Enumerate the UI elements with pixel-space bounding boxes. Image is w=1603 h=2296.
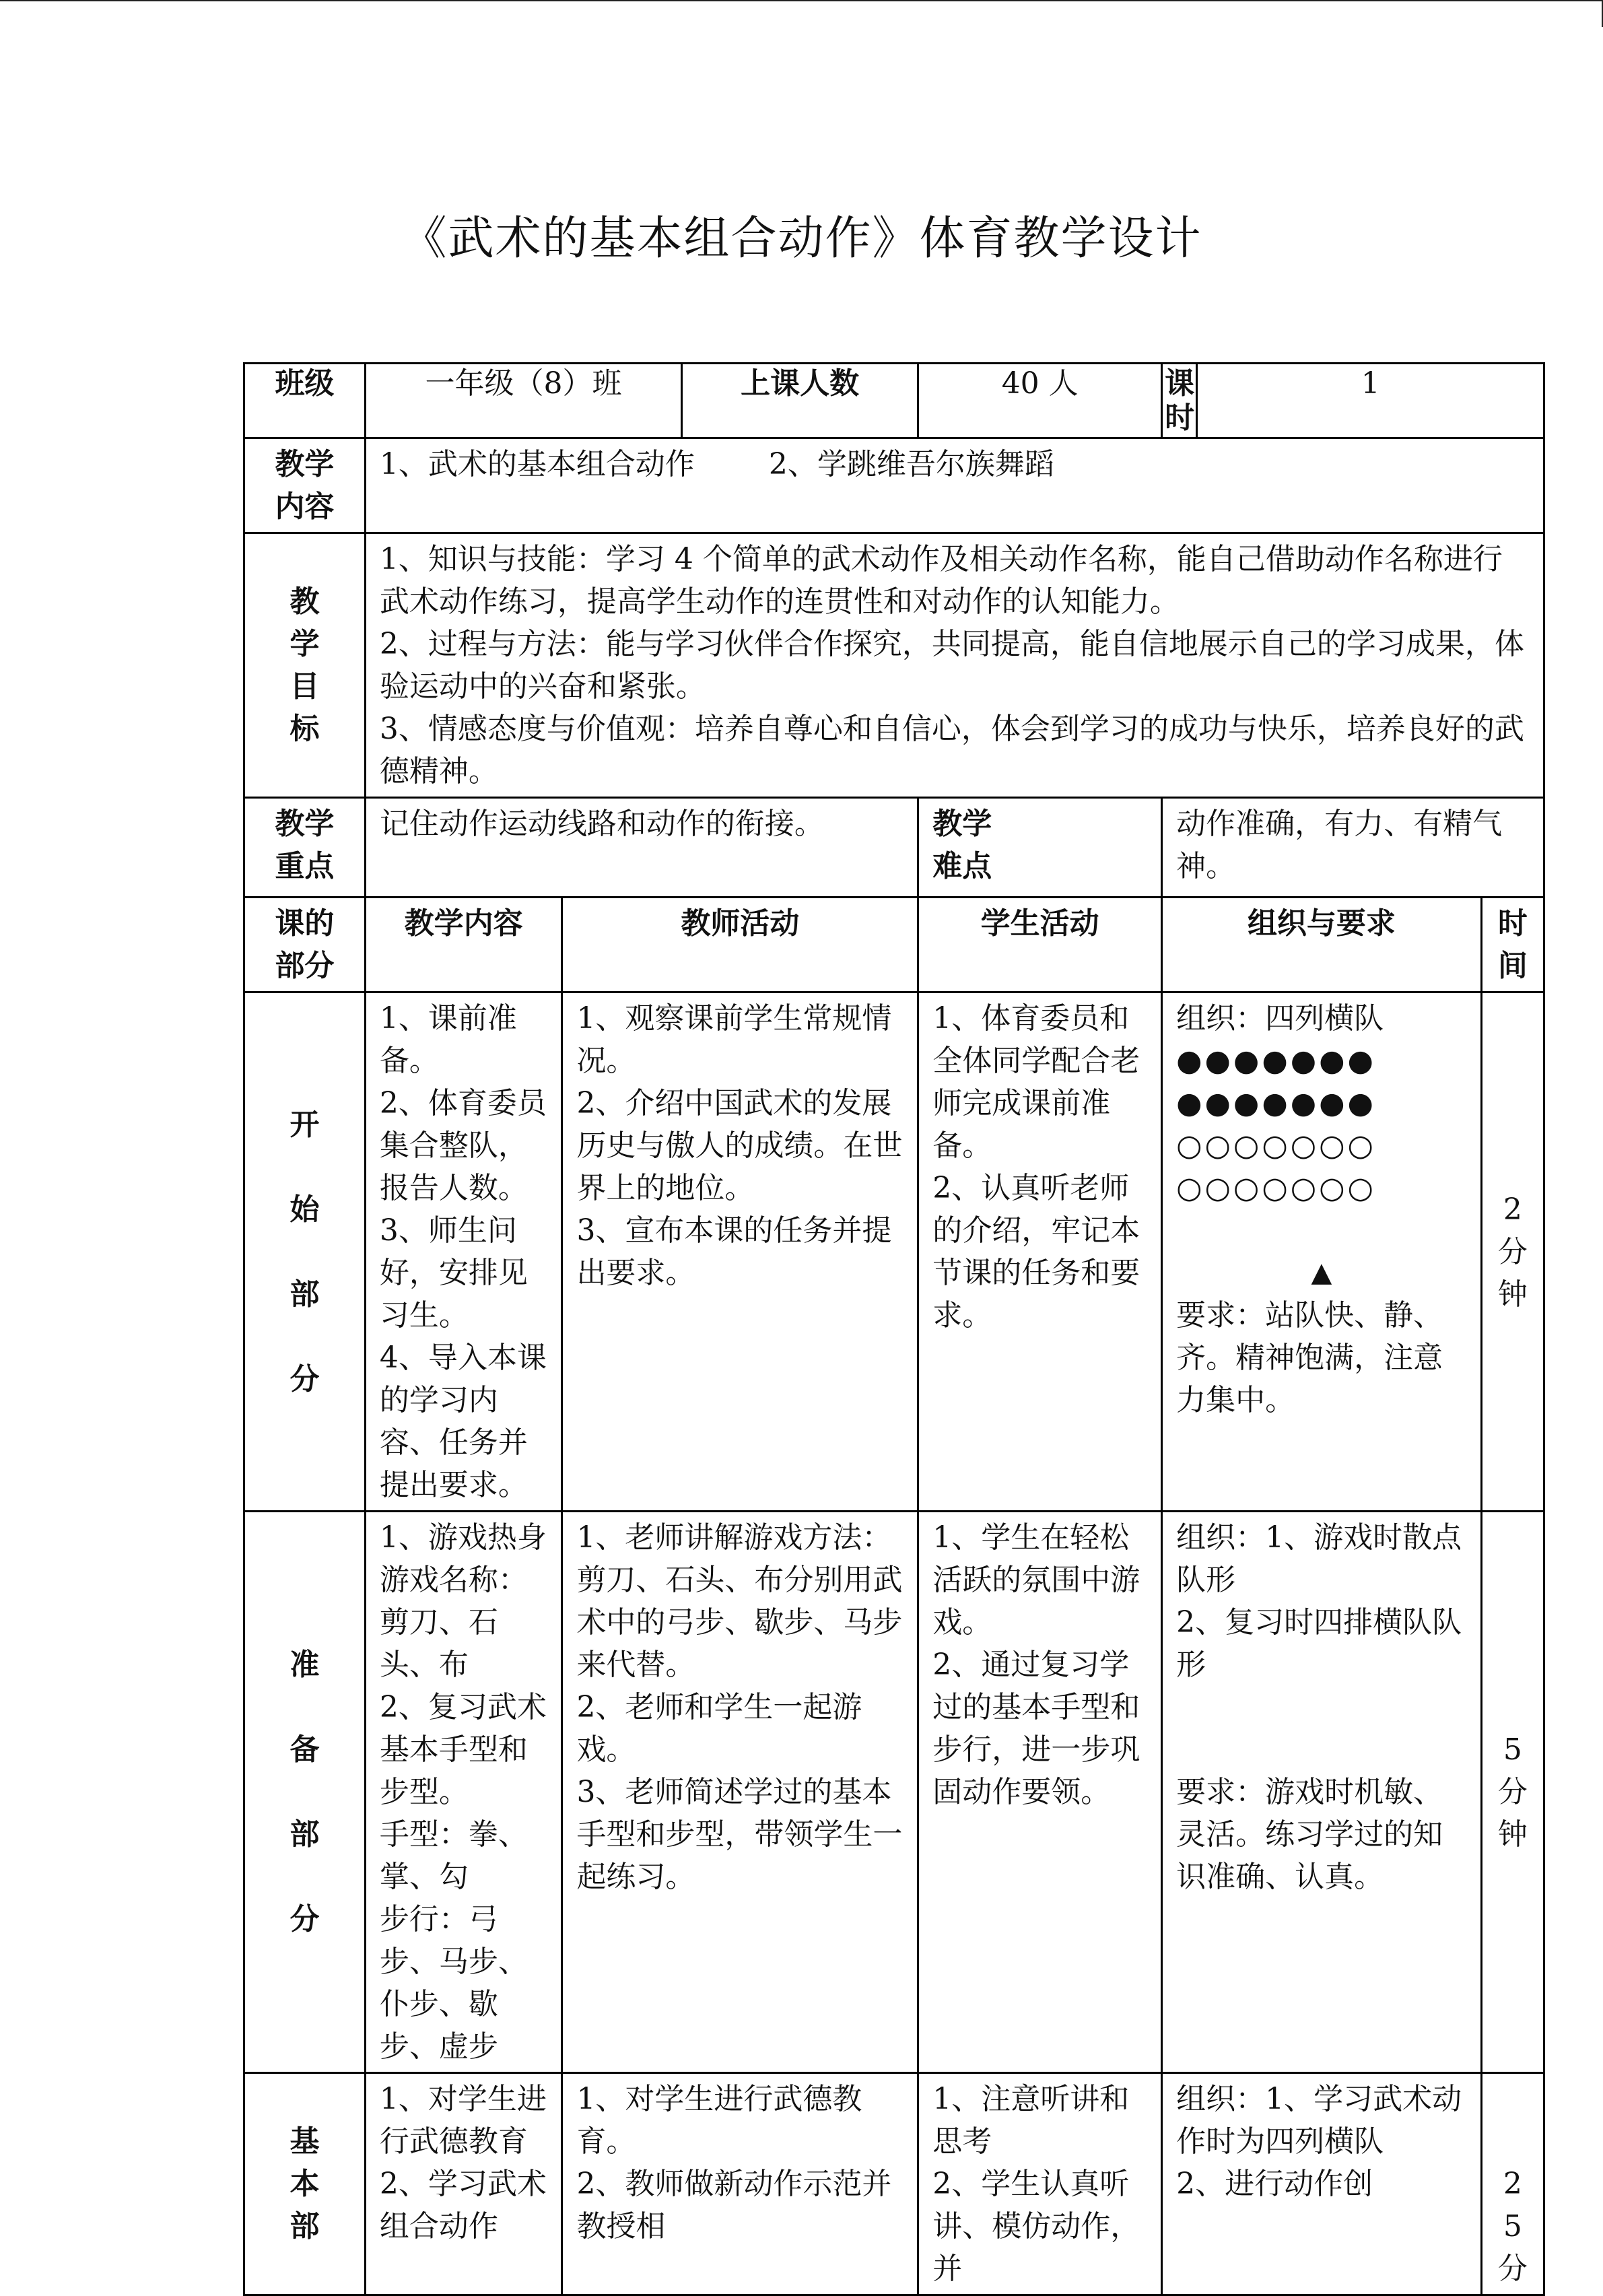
key-label: 教学 重点 <box>244 798 366 898</box>
content-label: 教学 内容 <box>244 438 366 533</box>
filled-dots-row: ●●●●●●● <box>1176 1086 1376 1120</box>
start-org <box>1162 992 1482 1512</box>
top-border <box>0 0 1603 1</box>
header-teacher: 教师活动 <box>562 898 918 992</box>
header-student: 学生活动 <box>918 898 1162 992</box>
header-time: 时 间 <box>1481 898 1544 992</box>
prep-time: 5 分 钟 <box>1481 1512 1544 2073</box>
goals-label: 教 学 目 标 <box>244 533 366 798</box>
header-part: 课的 部分 <box>244 898 366 992</box>
part-prep: 准 备 部 分 <box>244 1512 366 2073</box>
start-teacher: 1、观察课前学生常规情况。 2、介绍中国武术的发展历史与傲人的成绩。在世界上的地位。 3、宣布本课的任务并提出要求。 <box>562 992 918 1512</box>
start-org-bottom: 要求：站队快、静、齐。精神饱满，注意力集中。 <box>1176 1298 1443 1417</box>
basic-teacher: 1、对学生进行武德教育。 2、教师做新动作示范并教授相 <box>562 2073 918 2295</box>
class-label: 班级 <box>244 364 366 438</box>
content-item-1: 1、武术的基本组合动作 <box>379 447 695 481</box>
table-row-start <box>244 992 1544 1512</box>
prep-teacher: 1、老师讲解游戏方法：剪刀、石头、布分别用武术中的弓步、歇步、马步来代替。 2、老师和学生一起游戏。 3、老师简述学过的基本手型和步型，带领学生一起练习。 <box>562 1512 918 2073</box>
table-row-prep <box>244 1512 1544 2073</box>
filled-dots-row: ●●●●●●● <box>1176 1044 1376 1078</box>
difficulty-label: 教学 难点 <box>918 798 1162 898</box>
empty-dots-row: ○○○○○○○ <box>1176 1128 1376 1163</box>
prep-content: 1、游戏热身 游戏名称： 剪刀、石头、布 2、复习武术基本手型和步型。 手型：拳、掌、勾 步行：弓步、马步、仆步、歇步、虚步 <box>365 1512 562 2073</box>
content-items <box>365 438 1544 533</box>
header-content: 教学内容 <box>365 898 562 992</box>
content-item-2: 2、学跳维吾尔族舞蹈 <box>768 447 1054 481</box>
start-student: 1、体育委员和全体同学配合老师完成课前准备。 2、认真听老师的介绍，牢记本节课的任务和要求。 <box>918 992 1162 1512</box>
key-text: 记住动作运动线路和动作的衔接。 <box>365 798 918 898</box>
start-content: 1、课前准备。 2、体育委员集合整队，报告人数。 3、师生问好，安排见习生。 4、导入本课的学习内容、任务并提出要求。 <box>365 992 562 1512</box>
table-row-basic <box>244 2073 1544 2295</box>
teacher-position-icon: ▲ <box>1311 1257 1332 1288</box>
lesson-plan-table <box>243 362 1545 2296</box>
basic-time: 25 分 <box>1481 2073 1544 2295</box>
count-value: 40 人 <box>918 364 1162 438</box>
empty-dots-row: ○○○○○○○ <box>1176 1171 1376 1205</box>
class-value: 一年级（8）班 <box>365 364 681 438</box>
formation-diagram <box>1176 1040 1467 1209</box>
goals-text: 1、知识与技能：学习 4 个简单的武术动作及相关动作名称，能自己借助动作名称进行武术动作练习，提高学生动作的连贯性和对动作的认知能力。 2、过程与方法：能与学习伙伴合作探究，共同提高，能自信地展示自己的学习成果，体验运动中的兴奋和紧张。 3、情感态度与价值观：培养自尊心和自信心，体会到学习的成功与快乐，培养良好的武德精神。 <box>365 533 1544 798</box>
count-label: 上课人数 <box>682 364 918 438</box>
start-org-top: 组织：四列横队 <box>1176 1001 1384 1036</box>
part-start: 开 始 部 分 <box>244 992 366 1512</box>
start-time: 2 分 钟 <box>1481 992 1544 1512</box>
difficulty-text: 动作准确，有力、有精气神。 <box>1162 798 1544 898</box>
basic-student: 1、注意听讲和思考 2、学生认真听讲、模仿动作，并 <box>918 2073 1162 2295</box>
basic-org: 组织：1、学习武术动作时为四列横队 2、进行动作创 <box>1162 2073 1482 2295</box>
header-org: 组织与要求 <box>1162 898 1482 992</box>
prep-student: 1、学生在轻松活跃的氛围中游戏。 2、通过复习学过的基本手型和步行，进一步巩固动作要领。 <box>918 1512 1162 2073</box>
page-title: 《武术的基本组合动作》体育教学设计 <box>401 212 1202 265</box>
period-value: 1 <box>1197 364 1544 438</box>
part-basic: 基 本 部 <box>244 2073 366 2295</box>
basic-content: 1、对学生进行武德教育 2、学习武术组合动作 <box>365 2073 562 2295</box>
prep-org: 组织：1、游戏时散点队形 2、复习时四排横队队形 要求：游戏时机敏、灵活。练习学过的知识准确、认真。 <box>1162 1512 1482 2073</box>
period-label: 课时 <box>1162 364 1197 438</box>
